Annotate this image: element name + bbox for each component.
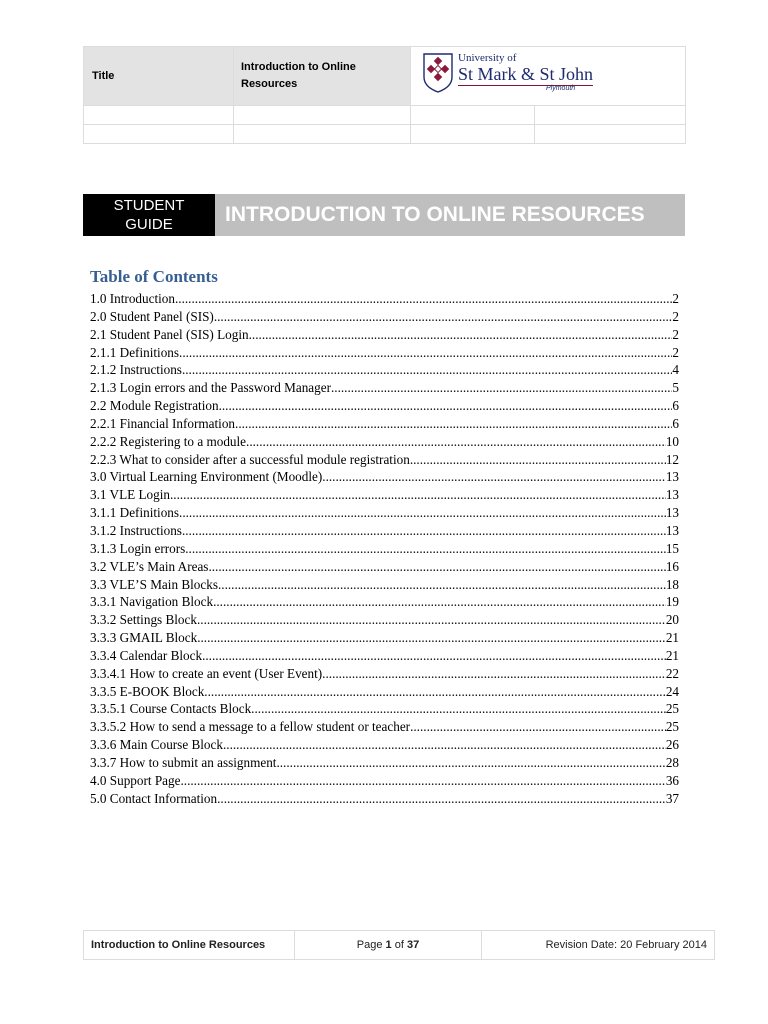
footer-page-of: of: [394, 939, 404, 951]
toc-entry-page: 18: [665, 576, 679, 592]
toc-leader-dots: [175, 290, 672, 308]
toc-entry-label: 5.0 Contact Information: [90, 790, 218, 806]
footer-table: [83, 930, 715, 960]
toc-entry-label: 3.3.5.1 Course Contacts Block: [90, 701, 252, 717]
toc-leader-dots: [217, 790, 666, 808]
toc-entry-page: 2: [672, 326, 679, 342]
guide-title-banner: INTRODUCTION TO ONLINE RESOURCES: [215, 194, 685, 236]
toc-leader-dots: [276, 754, 665, 772]
toc-leader-dots: [322, 468, 666, 486]
toc-entry-page: 25: [665, 701, 679, 717]
toc-entry[interactable]: [90, 451, 679, 469]
toc-leader-dots: [182, 361, 672, 379]
empty-cell: [234, 125, 411, 144]
toc-entry[interactable]: [90, 290, 679, 308]
toc-leader-dots: [204, 683, 666, 701]
toc-leader-dots: [251, 700, 666, 718]
header-table: [83, 46, 686, 144]
toc-leader-dots: [223, 736, 666, 754]
toc-entry[interactable]: [90, 379, 679, 397]
toc-entry-page: 15: [665, 540, 679, 556]
toc-entry[interactable]: [90, 522, 679, 540]
toc-entry[interactable]: [90, 790, 679, 808]
toc-entry-label: 2.2.3 What to consider after a successful module registration: [90, 451, 410, 467]
toc-entry-page: 2: [672, 308, 679, 324]
doc-title-cell: [234, 47, 411, 106]
toc-entry[interactable]: [90, 736, 679, 754]
doc-title: Introduction to Online Resources: [241, 61, 356, 90]
footer-revision-date: Revision Date: 20 February 2014: [482, 931, 715, 960]
toc-entry[interactable]: [90, 468, 679, 486]
empty-cell: [535, 125, 686, 144]
crest-icon: [423, 53, 453, 93]
toc-entry[interactable]: [90, 504, 679, 522]
title-label: Title: [92, 70, 115, 82]
toc-entry[interactable]: [90, 486, 679, 504]
toc-entry-label: 3.1.2 Instructions: [90, 522, 182, 538]
toc-entry[interactable]: [90, 611, 679, 629]
footer-page-word: Page: [356, 939, 383, 951]
toc-leader-dots: [214, 308, 673, 326]
toc-entry-label: 3.3.3 GMAIL Block: [90, 630, 198, 646]
toc-leader-dots: [235, 415, 672, 433]
toc-entry-label: 4.0 Support Page: [90, 772, 181, 788]
toc-entry-page: 4: [672, 362, 679, 378]
toc-entry[interactable]: [90, 433, 679, 451]
toc-entry[interactable]: [90, 308, 679, 326]
empty-cell: [84, 125, 234, 144]
toc-leader-dots: [213, 593, 666, 611]
toc-entry-page: 21: [665, 630, 679, 646]
banner-left-line2: GUIDE: [125, 216, 173, 233]
footer-page-number: [295, 931, 482, 960]
toc-entry-label: 2.2.1 Financial Information: [90, 415, 236, 431]
toc-entry-page: 21: [665, 647, 679, 663]
toc-entry-label: 2.1.3 Login errors and the Password Manager: [90, 380, 331, 396]
footer-page-total: 37: [406, 939, 420, 951]
toc-entry-label: 3.3.4 Calendar Block: [90, 647, 203, 663]
toc-entry-label: 3.1.1 Definitions: [90, 505, 180, 521]
toc-entry[interactable]: [90, 361, 679, 379]
toc-entry-label: 3.3.6 Main Course Block: [90, 737, 223, 753]
toc-entry-label: 3.3.4.1 How to create an event (User Event): [90, 665, 323, 681]
toc-entry-page: 2: [672, 344, 679, 360]
toc-entry-label: 2.1.1 Definitions: [90, 344, 180, 360]
logo-cell: [411, 47, 686, 106]
toc-entry-label: 3.2 VLE’s Main Areas: [90, 558, 209, 574]
toc-entry[interactable]: [90, 326, 679, 344]
toc-entry-page: 26: [665, 737, 679, 753]
toc-entry-page: 36: [665, 772, 679, 788]
banner-left-line1: STUDENT: [113, 197, 185, 214]
toc-leader-dots: [202, 647, 666, 665]
toc-leader-dots: [182, 522, 666, 540]
toc-entry-page: 28: [665, 754, 679, 770]
toc-leader-dots: [208, 558, 665, 576]
toc-heading: Table of Contents: [90, 267, 218, 286]
toc-entry-page: 13: [665, 505, 679, 521]
empty-cell: [411, 106, 535, 125]
toc-entry-page: 2: [672, 291, 679, 306]
toc-entry-label: 3.3.2 Settings Block: [90, 612, 197, 628]
toc-entry-page: 12: [665, 451, 679, 467]
toc-entry[interactable]: [90, 754, 679, 772]
toc-entry[interactable]: [90, 344, 679, 362]
toc-entry[interactable]: [90, 593, 679, 611]
empty-cell: [535, 106, 686, 125]
toc-entry-label: 3.3.5.2 How to send a message to a fellow student or teacher: [90, 719, 411, 735]
toc-entry[interactable]: [90, 540, 679, 558]
toc-leader-dots: [249, 326, 673, 344]
toc-entry[interactable]: [90, 397, 679, 415]
toc-entry-page: 37: [665, 790, 679, 806]
toc-entry-page: 25: [665, 719, 679, 735]
toc-entry[interactable]: [90, 415, 679, 433]
toc-leader-dots: [322, 665, 666, 683]
toc-entry-label: 3.3.7 How to submit an assignment: [90, 754, 277, 770]
toc-entry-page: 13: [665, 469, 679, 485]
toc-entry-label: 2.2 Module Registration: [90, 398, 219, 414]
empty-cell: [84, 106, 234, 125]
empty-cell: [411, 125, 535, 144]
toc-entry-page: 13: [665, 487, 679, 503]
title-label-cell: [84, 47, 234, 106]
toc-entry-page: 19: [665, 594, 679, 610]
toc-entry-page: 10: [665, 433, 679, 449]
toc-list: [90, 290, 679, 807]
empty-cell: [234, 106, 411, 125]
toc-leader-dots: [197, 611, 666, 629]
toc-entry[interactable]: [90, 700, 679, 718]
toc-leader-dots: [179, 344, 672, 362]
toc-entry-page: 5: [672, 380, 679, 396]
toc-leader-dots: [170, 486, 666, 504]
footer-doc-name: Introduction to Online Resources: [84, 931, 295, 960]
toc-entry-page: 6: [672, 415, 679, 431]
toc-leader-dots: [331, 379, 672, 397]
toc-entry[interactable]: [90, 558, 679, 576]
toc-leader-dots: [410, 451, 666, 469]
toc-entry[interactable]: [90, 629, 679, 647]
university-logo: [411, 47, 685, 105]
toc-entry-page: 6: [672, 398, 679, 414]
toc-entry-label: 1.0 Introduction: [90, 291, 175, 306]
toc-entry-page: 22: [665, 665, 679, 681]
toc-leader-dots: [185, 540, 666, 558]
toc-entry[interactable]: [90, 772, 679, 790]
logo-city: Plymouth: [546, 85, 576, 92]
toc-entry-label: 3.3.5 E-BOOK Block: [90, 683, 205, 699]
toc-entry-label: 3.3.1 Navigation Block: [90, 594, 214, 610]
toc-leader-dots: [218, 576, 666, 594]
footer-page-current: 1: [385, 939, 392, 951]
toc-leader-dots: [197, 629, 666, 647]
logo-university-of: University of: [458, 52, 517, 64]
toc-entry-page: 16: [665, 558, 679, 574]
toc-entry-label: 3.3 VLE’S Main Blocks: [90, 576, 218, 592]
toc-entry-label: 2.1.2 Instructions: [90, 362, 182, 378]
toc-entry-page: 24: [665, 683, 679, 699]
toc-entry[interactable]: [90, 576, 679, 594]
toc-leader-dots: [410, 718, 666, 736]
toc-entry-label: 3.1 VLE Login: [90, 487, 170, 503]
logo-name: St Mark & St John: [458, 64, 594, 84]
toc-entry-label: 2.0 Student Panel (SIS): [90, 308, 214, 324]
toc-leader-dots: [246, 433, 666, 451]
toc-entry-label: 3.1.3 Login errors: [90, 540, 186, 556]
student-guide-banner: [83, 194, 215, 236]
toc-entry-label: 3.0 Virtual Learning Environment (Moodle): [90, 469, 323, 485]
toc-entry[interactable]: [90, 665, 679, 683]
toc-entry[interactable]: [90, 647, 679, 665]
toc-entry[interactable]: [90, 718, 679, 736]
toc-entry[interactable]: [90, 683, 679, 701]
toc-leader-dots: [180, 772, 665, 790]
toc-leader-dots: [179, 504, 666, 522]
toc-entry-label: 2.2.2 Registering to a module: [90, 433, 247, 449]
toc-entry-page: 13: [665, 522, 679, 538]
toc-leader-dots: [219, 397, 673, 415]
toc-entry-label: 2.1 Student Panel (SIS) Login: [90, 326, 249, 342]
toc-entry-page: 20: [665, 612, 679, 628]
